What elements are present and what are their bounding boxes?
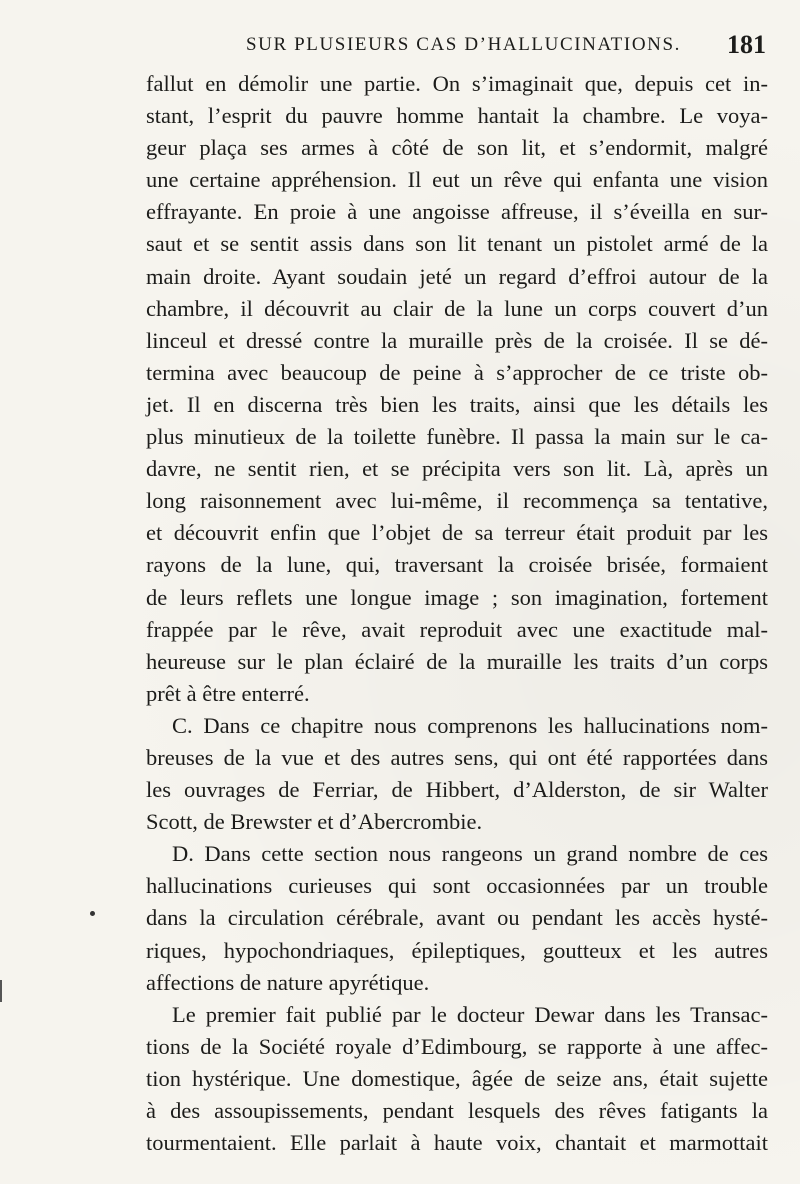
text-body xyxy=(146,68,768,1159)
text-line: de leurs reflets une longue image ; son imagination, fortement xyxy=(146,584,768,610)
text-line: Scott, de Brewster et d’Abercrombie. xyxy=(146,809,483,835)
text-line: plus minutieux de la toilette funèbre. Il passa la main sur le ca- xyxy=(146,424,768,450)
paragraph-start-line: D. Dans cette section nous rangeons un grand nombre de ces xyxy=(172,841,768,867)
running-head: SUR PLUSIEURS CAS D’HALLUCINATIONS. xyxy=(246,34,681,55)
text-line: heureuse sur le plan éclairé de la muraille les traits d’un corps xyxy=(146,648,768,674)
text-line: et découvrit enfin que l’objet de sa terreur était produit par les xyxy=(146,520,768,546)
text-line: à des assoupissements, pendant lesquels des rêves fatigants la xyxy=(146,1098,768,1123)
text-line: saut et se sentit assis dans son lit tenant un pistolet armé de la xyxy=(146,231,768,257)
text-line: main droite. Ayant soudain jeté un regard d’effroi autour de la xyxy=(146,263,768,289)
text-line: une certaine appréhension. Il eut un rêve qui enfanta une vision xyxy=(146,167,768,193)
text-line: tions de la Société royale d’Edimbourg, se rapporte à une affec- xyxy=(146,1033,768,1059)
paragraph-start-line: C. Dans ce chapitre nous comprenons les hallucinations nom- xyxy=(172,712,768,738)
ink-speck xyxy=(90,911,95,916)
page-header xyxy=(246,30,766,64)
text-line: les ouvrages de Ferriar, de Hibbert, d’Alderston, de sir Walter xyxy=(146,777,768,803)
text-line: breuses de la vue et des autres sens, qui ont été rapportées dans xyxy=(146,744,768,770)
text-line: affections de nature apyrétique. xyxy=(146,969,430,995)
text-line: linceul et dressé contre la muraille près de la croisée. Il se dé- xyxy=(146,327,768,353)
text-line: jet. Il en discerna très bien les traits, ainsi que les détails les xyxy=(146,391,768,417)
text-line: chambre, il découvrit au clair de la lune un corps couvert d’un xyxy=(146,295,768,321)
text-line: prêt à être enterré. xyxy=(146,680,310,706)
page-edge-mark xyxy=(0,980,5,1002)
text-line: riques, hypochondriaques, épileptiques, goutteux et les autres xyxy=(146,937,768,963)
text-line: tion hystérique. Une domestique, âgée de seize ans, était sujette xyxy=(146,1065,768,1091)
paragraph-start-line: Le premier fait publié par le docteur Dewar dans les Transac- xyxy=(172,1001,768,1027)
text-line: frappée par le rêve, avait reproduit avec une exactitude mal- xyxy=(146,616,768,642)
text-line: stant, l’esprit du pauvre homme hantait la chambre. Le voya- xyxy=(146,103,768,129)
text-line: rayons de la lune, qui, traversant la croisée brisée, formaient xyxy=(146,552,768,578)
text-line: dans la circulation cérébrale, avant ou pendant les accès hysté- xyxy=(146,905,768,931)
text-line: long raisonnement avec lui-même, il recommença sa tentative, xyxy=(146,488,768,514)
text-line: termina avec beaucoup de peine à s’approcher de ce triste ob- xyxy=(146,359,768,385)
text-line: davre, ne sentit rien, et se précipita vers son lit. Là, après un xyxy=(146,456,768,482)
text-line: fallut en démolir une partie. On s’imaginait que, depuis cet in- xyxy=(146,71,768,96)
page-number: 181 xyxy=(727,30,766,59)
text-line: geur plaça ses armes à côté de son lit, et s’endormit, malgré xyxy=(146,135,768,161)
text-line: tourmentaient. Elle parlait à haute voix, chantait et marmottait xyxy=(146,1130,768,1156)
text-line: effrayante. En proie à une angoisse affreuse, il s’éveilla en sur- xyxy=(146,199,768,225)
text-line: hallucinations curieuses qui sont occasionnées par un trouble xyxy=(146,873,768,899)
